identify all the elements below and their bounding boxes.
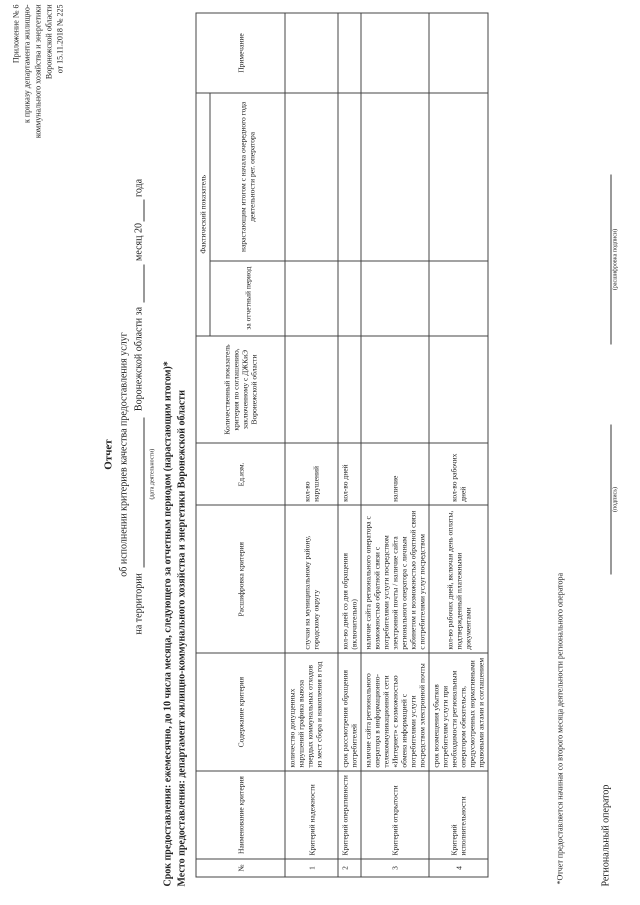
cell-fact-cumulative: [361, 93, 429, 261]
header-fact-cumulative: нарастающим итогом с начала очередного года деятельности рег. оператора: [210, 93, 285, 261]
territory-line: [134, 115, 145, 635]
cell-num: 3: [361, 859, 429, 877]
decode-signature-caption: (расшифровка подписи): [612, 228, 619, 291]
year-label: года: [133, 178, 145, 198]
cell-decode: кол-во рабочих дней, включая день оплаты, подтвержденный платежными документами: [429, 505, 488, 653]
cell-note: [429, 13, 488, 93]
cell-fact-cumulative: [285, 93, 338, 261]
cell-fact-period: [285, 261, 338, 336]
cell-name: Критерий открытости: [361, 771, 429, 859]
cell-unit: кол-во нарушений: [285, 443, 338, 505]
header-quant: Количественный показатель критерия по соглашению, заключенному с ДЖКиЭ Воронежской области: [196, 336, 285, 444]
cell-num: 2: [338, 859, 361, 877]
cell-name: Критерий оперативности: [338, 771, 361, 859]
cell-decode: наличие сайта регионального оператора с возможностью обратной связи с потребителями услуги посредством электронной почты / наличие сайта регионального оператора с личным кабинетом и возможностью обратной связи с потребителями услуг посредством: [361, 505, 429, 653]
destination-text: Место предоставления: департамент жилищно-коммунального хозяйства и энергетики Воронежской области: [176, 389, 188, 887]
cell-quant: [338, 336, 361, 444]
table-row: [285, 13, 338, 877]
appendix-line: от 15.11.2018 № 225: [55, 4, 65, 74]
month-blank: [134, 265, 145, 303]
cell-note: [338, 13, 361, 93]
cell-note: [285, 13, 338, 93]
cell-unit: кол-во дней: [338, 443, 361, 505]
cell-note: [361, 13, 429, 93]
territory-prefix: на территории: [133, 573, 145, 635]
territory-blank: [134, 417, 145, 567]
month-label: месяц 20: [133, 223, 145, 261]
appendix-block: [11, 5, 66, 180]
year-blank: [134, 199, 145, 221]
cell-name: Критерий надежности: [285, 771, 338, 859]
header-note: Примечание: [196, 13, 285, 93]
cell-quant: [285, 336, 338, 444]
cell-quant: [361, 336, 429, 444]
report-subtitle: об исполнении критериев качества предоставления услуг: [118, 332, 130, 577]
cell-fact-period: [338, 261, 361, 336]
territory-middle: Воронежской области за: [133, 306, 145, 412]
signature-caption: (подпись): [612, 487, 619, 512]
cell-quant: [429, 336, 488, 444]
table-row: [361, 13, 429, 877]
cell-fact-cumulative: [429, 93, 488, 261]
header-fact: Фактический показатель: [196, 93, 210, 336]
criteria-table: [196, 13, 489, 878]
cell-unit: кол-во рабочих дней: [429, 443, 488, 505]
appendix-line: Приложение № 6: [11, 4, 21, 64]
header-decode: Расшифровка критерия: [196, 505, 285, 653]
territory-caption: (дата деятельности): [149, 448, 156, 500]
cell-unit: наличие: [361, 443, 429, 505]
decode-signature-line: [602, 175, 612, 345]
cell-content: срок возмещения убытков потребителям услуги при необходимости региональным оператором обязательств, предусмотренных нормативными правовыми актами и соглашением: [429, 653, 488, 771]
rotated-report-page: [1, 0, 640, 905]
report-title: Отчет: [102, 439, 115, 470]
cell-num: 4: [429, 859, 488, 877]
cell-decode: кол-во дней со дня обращения (включительно): [338, 505, 361, 653]
operator-label: Региональный оператор: [600, 784, 612, 887]
signature-line: [602, 425, 612, 575]
cell-name: Критерий исполнительности: [429, 771, 488, 859]
deadline-text: Срок предоставления: ежемесячно, до 10 числа месяца, следующего за отчетным периодом (нарастающим итогом)*: [162, 361, 174, 887]
header-content: Содержание критерия: [196, 653, 285, 771]
cell-fact-period: [361, 261, 429, 336]
cell-content: срок рассмотрения обращения потребителей: [338, 653, 361, 771]
header-name: Наименование критерия: [196, 771, 285, 859]
cell-num: 1: [285, 859, 338, 877]
cell-content: количество допущенных нарушений графика вывоза твердых коммунальных отходов из мест сбора и накопления в год: [285, 653, 338, 771]
appendix-line: Воронежской области: [44, 4, 54, 80]
cell-content: наличие сайта регионального оператора в информационно-телекоммуникационной сети «Интернет» с возможностью обмена информацией с потребителями услуги посредством электронной почты: [361, 653, 429, 771]
table-header-row: [196, 13, 210, 877]
header-unit: Ед.изм.: [196, 443, 285, 505]
appendix-line: коммунального хозяйства и энергетики: [33, 4, 43, 139]
table-row: [338, 13, 361, 877]
cell-decode: случаи на муниципальному району, городскому округу: [285, 505, 338, 653]
cell-fact-period: [429, 261, 488, 336]
appendix-line: к приказу департамента жилищно-: [22, 4, 32, 123]
header-num: №: [196, 859, 285, 877]
footnote: *Отчет предоставляется начиная со второго месяца деятельности регионального оператора: [555, 573, 565, 885]
cell-fact-cumulative: [338, 93, 361, 261]
header-fact-period: за отчетный период: [210, 261, 285, 336]
table-row: [429, 13, 488, 877]
